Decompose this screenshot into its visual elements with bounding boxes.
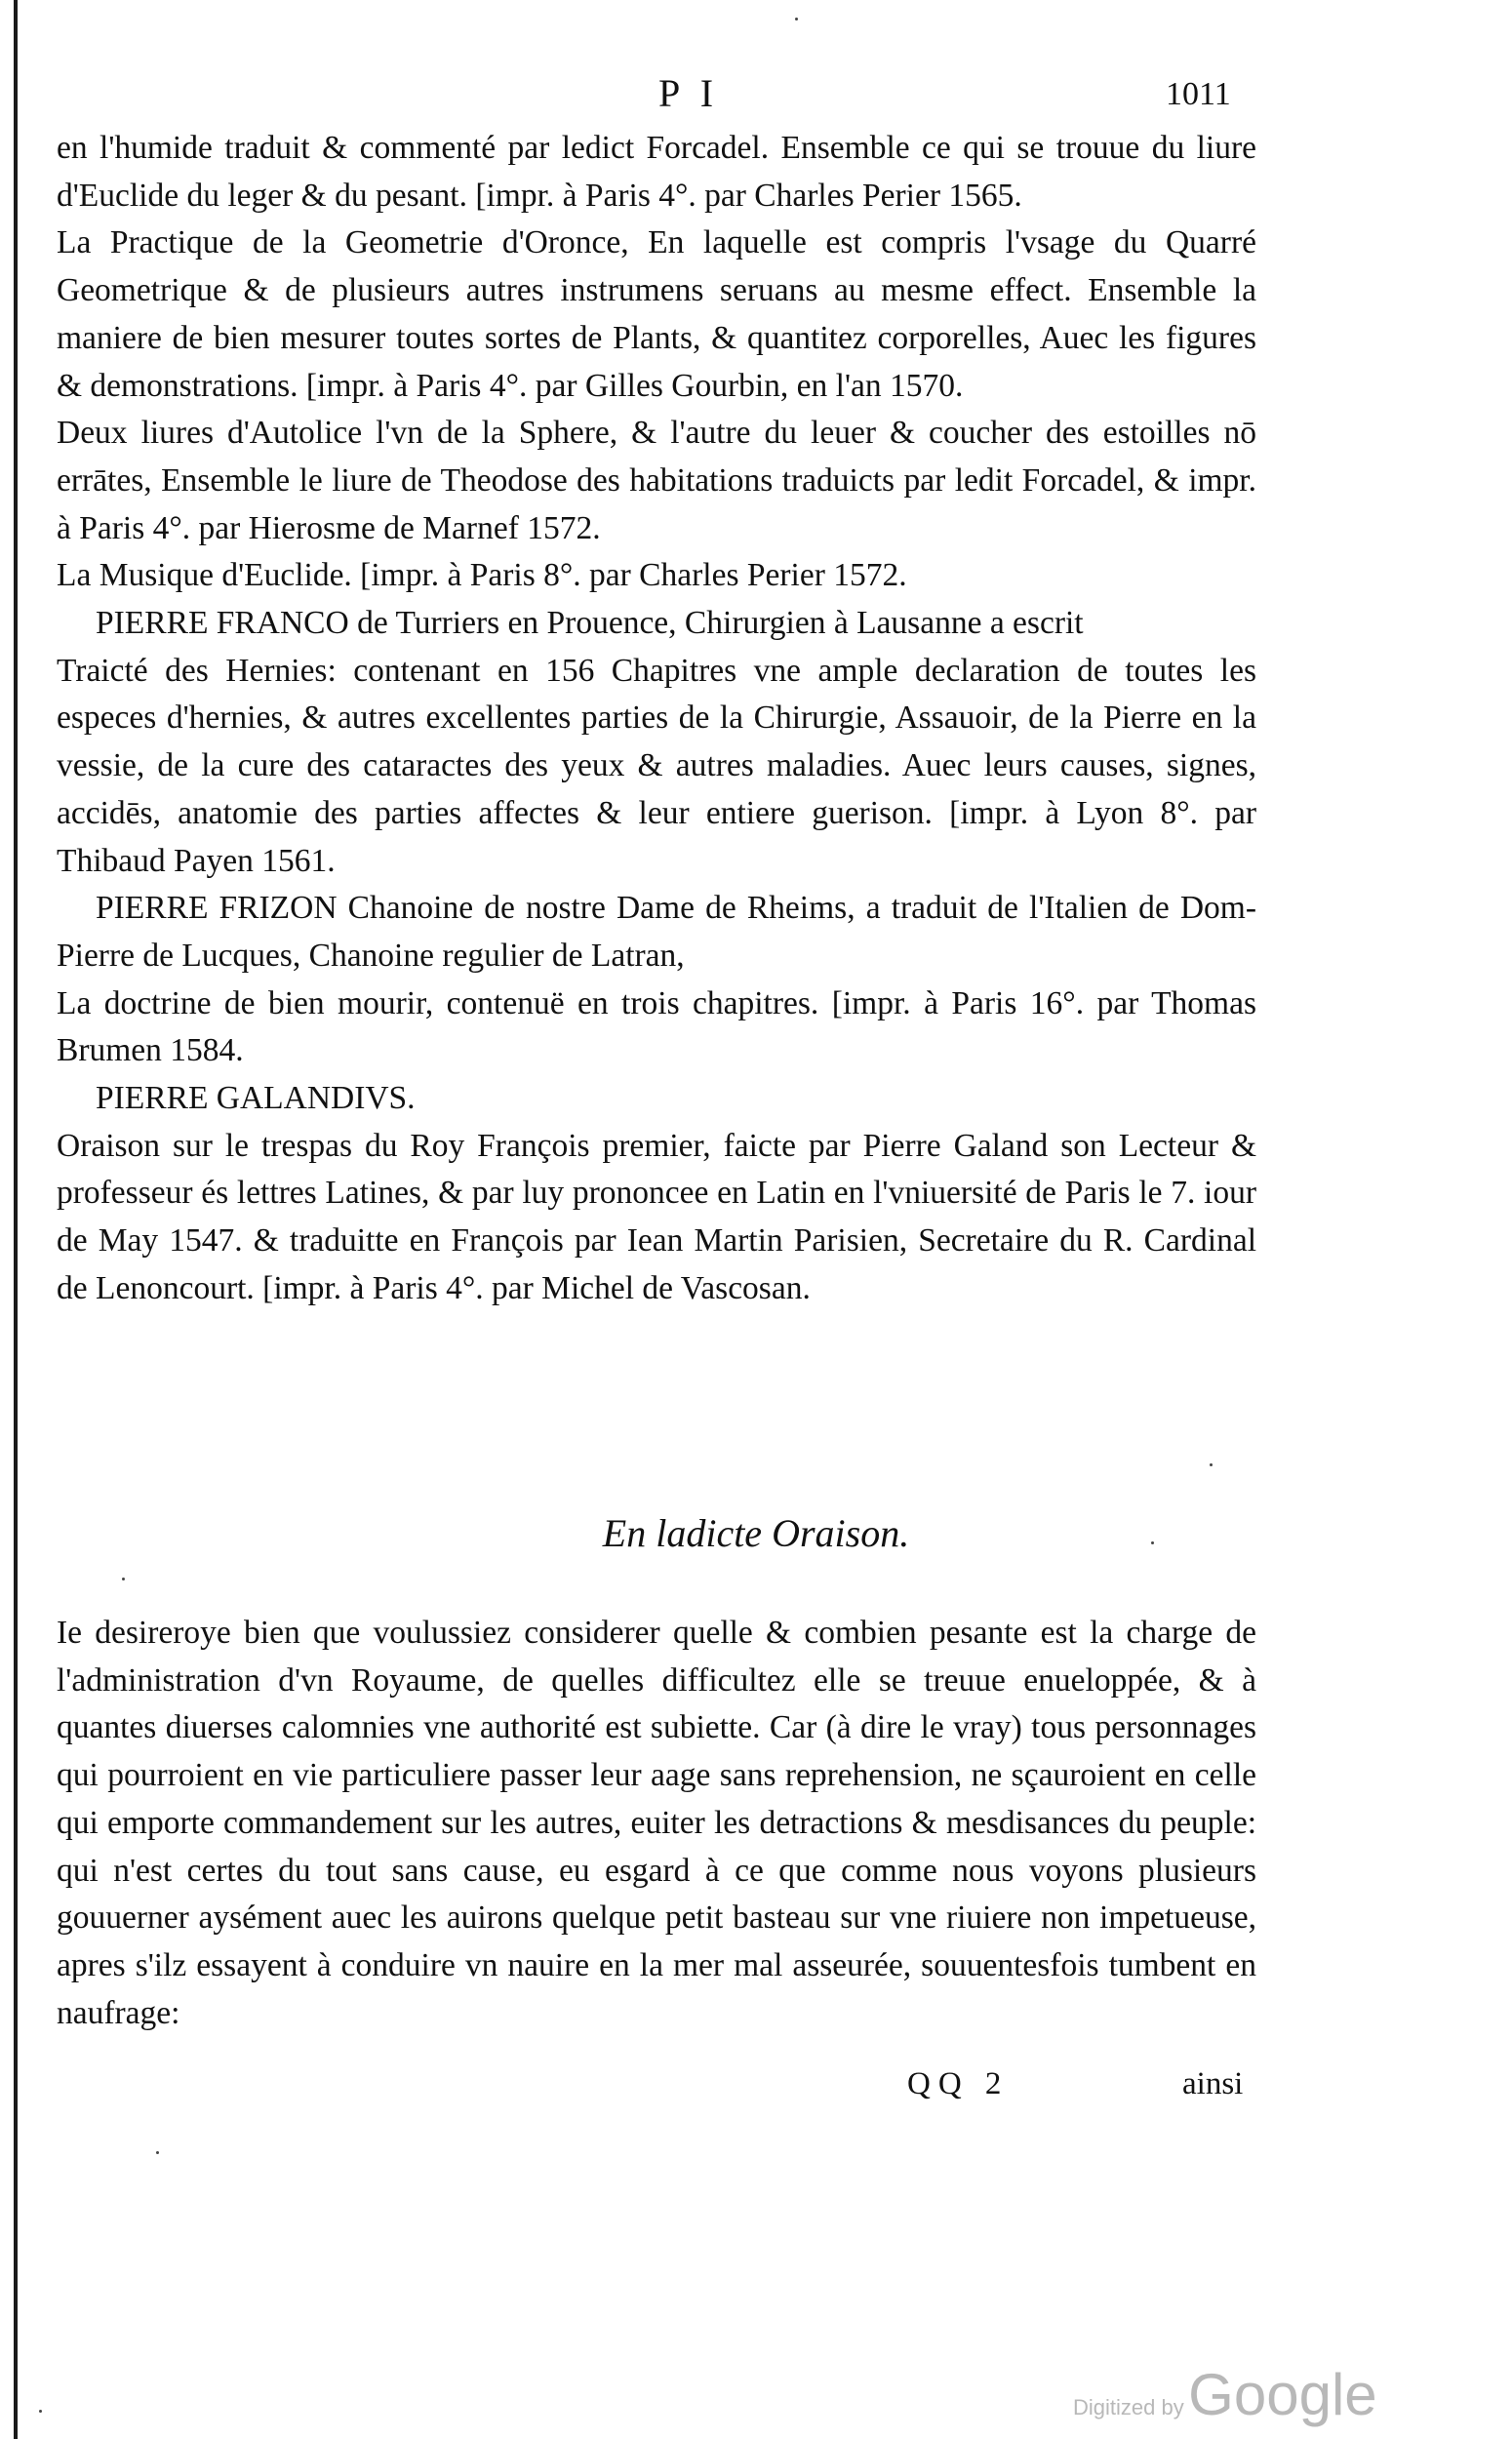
author-description: de Turriers en Prouence, Chirurgien à Lausanne a escrit [357,605,1084,642]
watermark-prefix: Digitized by [1073,2395,1184,2419]
digitized-watermark [1073,2361,1377,2428]
entry-doctrine-bien-mourir: La doctrine de bien mourir, contenuë en trois chapitres. [impr. à Paris 16°. par Thomas Brumen 1584. [57,984,1256,1069]
entry-autolice: Deux liures d'Autolice l'vn de la Sphere, & l'autre du leuer & coucher des estoilles nō errātes, Ensemble le liure de Theodose des habitations traduicts par ledit Forcadel, & impr. à Paris 4°. par Hierosme de Marnef 1572. [57,415,1256,546]
signature-mark: QQ 2 [907,2066,1010,2101]
author-name: PIERRE FRIZON [96,890,338,927]
print-speck [1210,1463,1213,1466]
oraison-paragraph: Ie desireroye bien que voulussiez considerer quelle & combien pesante est la charge de l'administration d'vn Royaume, de quelles difficultez elle se treuue enueloppée, & à quantes diuerses calomnies vne authorité est subiette. Car (à dire le vray) tous personnages qui pourroient en vie particuliere passer leur aage sans reprehension, ne sçauroient en celle qui emporte commandement sur les autres, euiter les detractions & mesdisances du peuple: qui n'est certes du tout sans cause, eu esgard à ce que comme nous voyons plusieurs gouuerner aysément auec les auirons quelque petit basteau sur vne riuiere non impetueuse, apres s'ilz essayent à conduire vn nauire en la mer mal asseurée, souuentesfois tumbent en naufrage: [57,1615,1256,2031]
oraison-excerpt [57,1610,1256,2037]
entry-forcadel-pesant: en l'humide traduit & commenté par ledict Forcadel. Ensemble ce qui se trouue du liure d'Euclide du leger & du pesant. [impr. à Paris 4°. par Charles Perier 1565. [57,130,1256,214]
print-speck [1151,1541,1154,1544]
print-speck [156,2151,159,2154]
page-header [0,70,1512,119]
bibliography-text [57,125,1256,1313]
entry-musique-euclide: La Musique d'Euclide. [impr. à Paris 8°. par Charles Perier 1572. [57,557,907,594]
author-galandius [57,1075,1256,1123]
author-franco [57,600,1256,648]
entry-traicte-hernies: Traicté des Hernies: contenant en 156 Chapitres vne ample declaration de toutes les especes d'hernies, & autres excellentes parties de la Chirurgie, Assauoir, de la Pierre en la vessie, de la cure des cataractes des yeux & autres maladies. Auec leurs causes, signes, accidēs, anatomie des parties affectes & leur entiere guerison. [impr. à Lyon 8°. par Thibaud Payen 1561. [57,652,1256,879]
catchword: ainsi [1182,2066,1244,2101]
author-name: PIERRE GALANDIVS. [96,1080,416,1117]
print-speck [795,18,798,20]
google-logo: Google [1188,2362,1377,2427]
section-title: En ladicte Oraison. [602,1511,910,1555]
entry-practique-geometrie: La Practique de la Geometrie d'Oronce, En laquelle est compris l'vsage du Quarré Geometrique & de plusieurs autres instrumens seruans au mesme effect. Ensemble la maniere de bien mesurer toutes sortes de Plants, & quantitez corporelles, Auec les figures & demonstrations. [impr. à Paris 4°. par Gilles Gourbin, en l'an 1570. [57,224,1256,404]
author-description: Chanoine de nostre Dame de Rheims, a traduit de l'Italien de Dom-Pierre de Lucques, Chanoine regulier de Latran, [57,890,1257,974]
author-frizon [57,885,1256,980]
author-name: PIERRE FRANCO [96,605,349,642]
entry-oraison-trespas: Oraison sur le trespas du Roy François premier, faicte par Pierre Galand son Lecteur & professeur és lettres Latines, & par luy prononcee en Latin en l'vniuersité de Paris le 7. iour de May 1547. & traduitte en François par Iean Martin Parisien, Secretaire du R. Cardinal de Lenoncourt. [impr. à Paris 4°. par Michel de Vascosan. [57,1127,1256,1306]
page-number: 1011 [1166,76,1231,112]
print-speck [122,1578,125,1580]
running-head: P I [658,71,720,115]
print-speck [39,2410,42,2413]
